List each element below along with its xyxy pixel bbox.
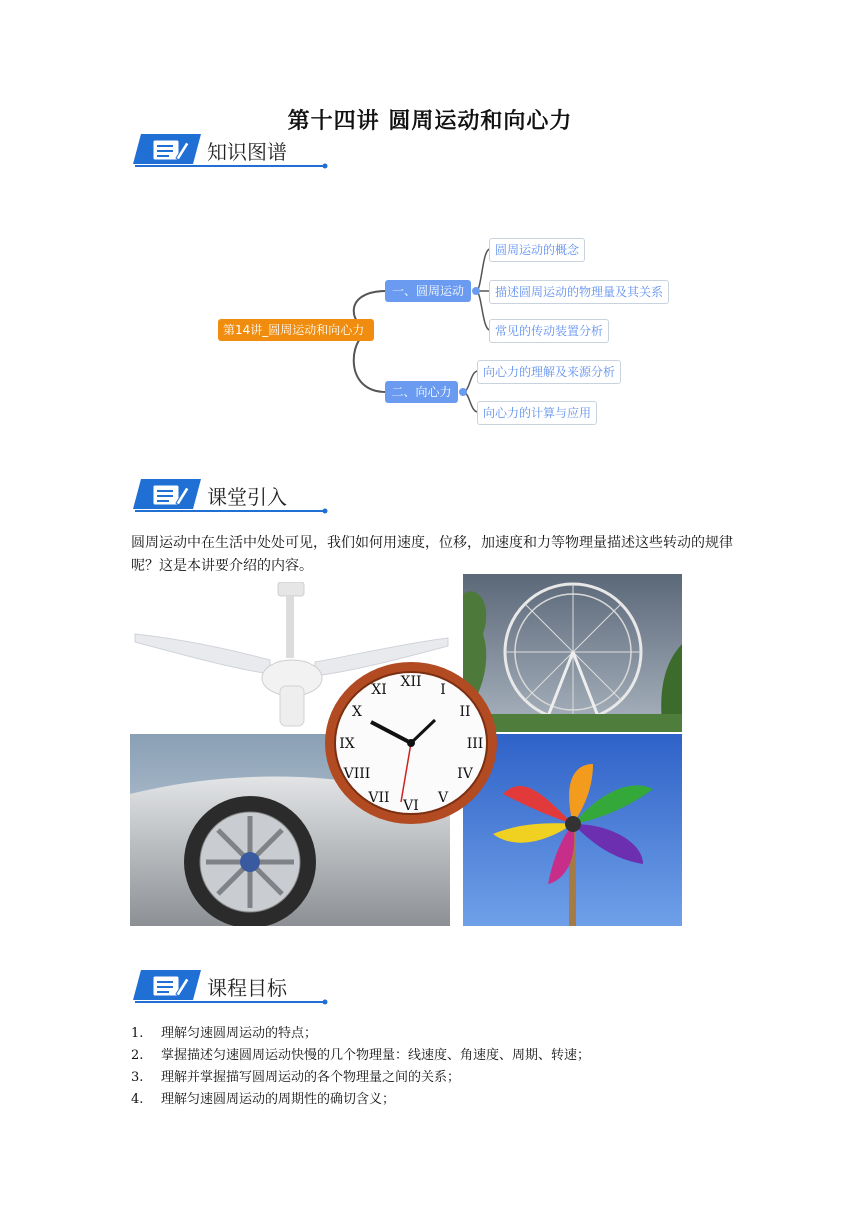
image-collage bbox=[130, 574, 682, 926]
svg-text:XI: XI bbox=[371, 682, 387, 698]
svg-text:XII: XII bbox=[400, 674, 422, 690]
mindmap-branch-centripetal-force: 二、向心力 bbox=[385, 381, 458, 403]
goal-number: 2. bbox=[131, 1048, 144, 1063]
svg-text:I: I bbox=[440, 682, 446, 698]
mindmap-root: 第14讲_圆周运动和向心力 bbox=[218, 319, 374, 341]
goal-item bbox=[131, 1023, 317, 1045]
goal-text: 掌握描述匀速圆周运动快慢的几个物理量：线速度、角速度、周期、转速； bbox=[161, 1048, 591, 1063]
svg-text:X: X bbox=[352, 704, 362, 720]
svg-text:VII: VII bbox=[368, 790, 390, 806]
section-title: 课程目标 bbox=[207, 976, 287, 1000]
mindmap-leaf: 向心力的计算与应用 bbox=[477, 401, 597, 425]
mindmap-leaf: 描述圆周运动的物理量及其关系 bbox=[489, 280, 669, 304]
section-title: 知识图谱 bbox=[207, 140, 287, 164]
svg-text:III: III bbox=[466, 736, 484, 752]
goal-text: 理解匀速圆周运动的周期性的确切含义； bbox=[161, 1092, 396, 1107]
mindmap-leaf: 常见的传动装置分析 bbox=[489, 319, 609, 343]
goal-item bbox=[131, 1067, 460, 1089]
mindmap-connectors bbox=[0, 0, 860, 440]
goal-item bbox=[131, 1089, 395, 1111]
goal-number: 4. bbox=[131, 1092, 144, 1107]
section-header-intro bbox=[131, 477, 331, 517]
intro-paragraph: 圆周运动中在生活中处处可见，我们如何用速度，位移，加速度和力等物理量描述这些转动的规律呢？这是本讲要介绍的内容。 bbox=[131, 535, 733, 574]
wall-clock-image bbox=[323, 660, 499, 826]
svg-text:IV: IV bbox=[457, 766, 473, 782]
svg-text:VI: VI bbox=[403, 798, 419, 814]
mindmap-leaf: 圆周运动的概念 bbox=[489, 238, 585, 262]
section-title: 课堂引入 bbox=[207, 485, 287, 509]
svg-text:VIII: VIII bbox=[343, 766, 371, 782]
svg-text:V: V bbox=[437, 790, 449, 806]
goal-text: 理解匀速圆周运动的特点； bbox=[161, 1026, 318, 1041]
mindmap-leaf: 向心力的理解及来源分析 bbox=[477, 360, 621, 384]
goal-number: 1. bbox=[131, 1026, 144, 1041]
goal-number: 3. bbox=[131, 1070, 144, 1085]
section-header-goals bbox=[131, 968, 331, 1008]
goal-text: 理解并掌握描写圆周运动的各个物理量之间的关系； bbox=[161, 1070, 461, 1085]
mindmap bbox=[0, 0, 860, 440]
page-title: 第十四讲 圆周运动和向心力 bbox=[287, 109, 573, 134]
svg-text:II: II bbox=[459, 704, 471, 720]
goal-item bbox=[131, 1045, 590, 1067]
mindmap-branch-circular-motion: 一、圆周运动 bbox=[385, 280, 471, 302]
svg-text:IX: IX bbox=[339, 736, 355, 752]
